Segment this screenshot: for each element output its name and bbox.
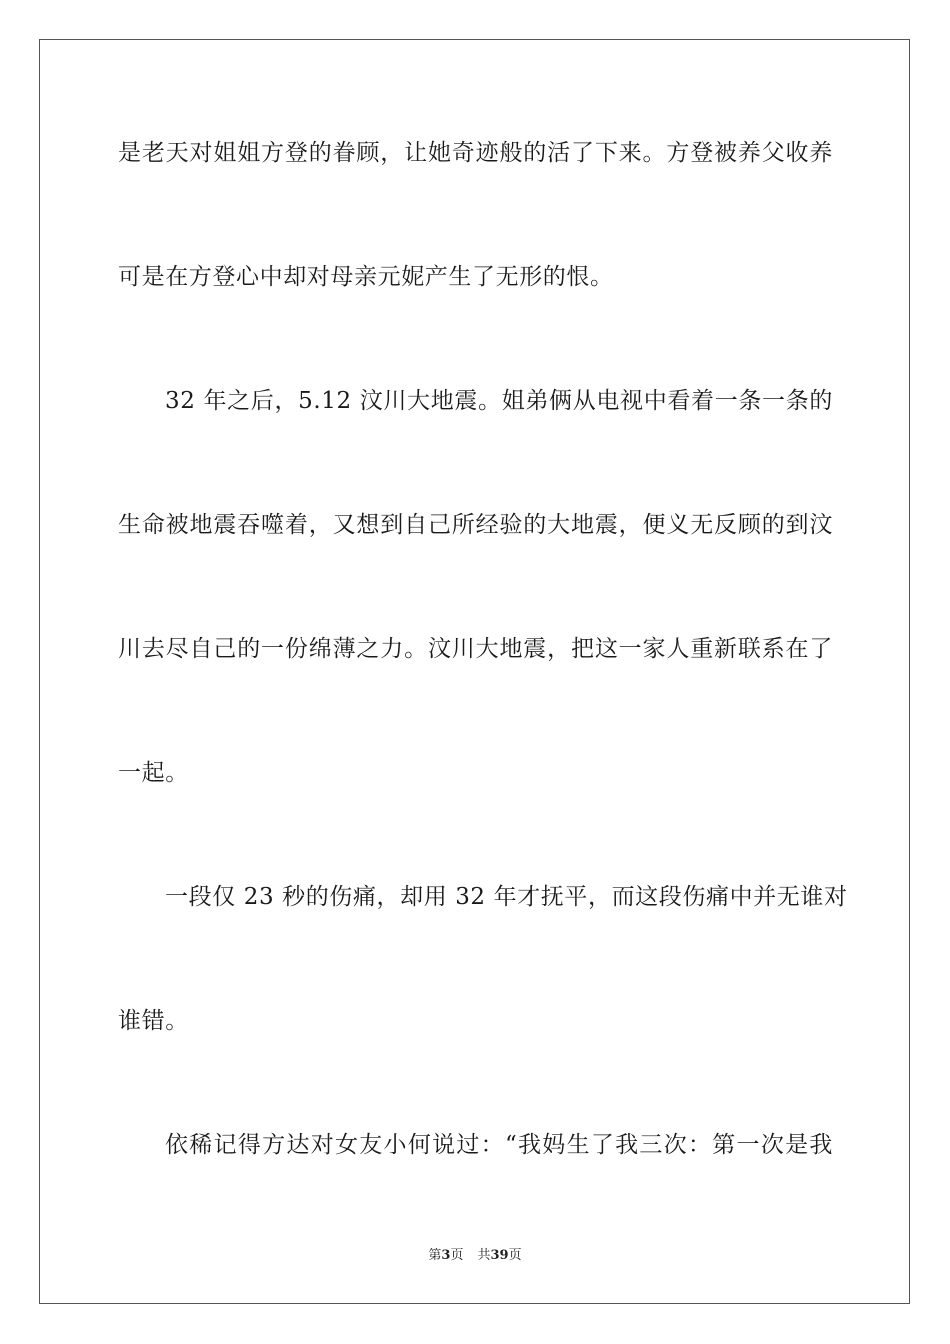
paragraph-line: 可是在方登心中却对母亲元妮产生了无形的恨。	[118, 264, 614, 290]
paragraph-line: 一段仅 23 秒的伤痛，却用 32 年才抚平，而这段伤痛中并无谁对	[165, 884, 848, 910]
page-border	[39, 39, 910, 1304]
total-prefix: 共	[477, 1248, 491, 1263]
paragraph-line: 是老天对姐姐方登的眷顾，让她奇迹般的活了下来。方登被养父收养	[118, 140, 833, 166]
total-pages: 39	[490, 1248, 509, 1263]
paragraph-line: 川去尽自己的一份绵薄之力。汶川大地震，把这一家人重新联系在了	[118, 636, 833, 662]
page-prefix: 第	[428, 1248, 442, 1263]
total-suffix: 页	[508, 1248, 522, 1263]
paragraph-line: 谁错。	[118, 1008, 189, 1034]
page-suffix: 页	[450, 1248, 464, 1263]
paragraph-line: 32 年之后，5.12 汶川大地震。姐弟俩从电视中看着一条一条的	[165, 388, 833, 414]
page-number: 3	[441, 1248, 451, 1263]
paragraph-line: 依稀记得方达对女友小何说过：“我妈生了我三次：第一次是我	[165, 1132, 833, 1158]
paragraph-line: 一起。	[118, 760, 189, 786]
page-footer	[0, 1247, 950, 1265]
paragraph-line: 生命被地震吞噬着，又想到自己所经验的大地震，便义无反顾的到汶	[118, 512, 833, 538]
